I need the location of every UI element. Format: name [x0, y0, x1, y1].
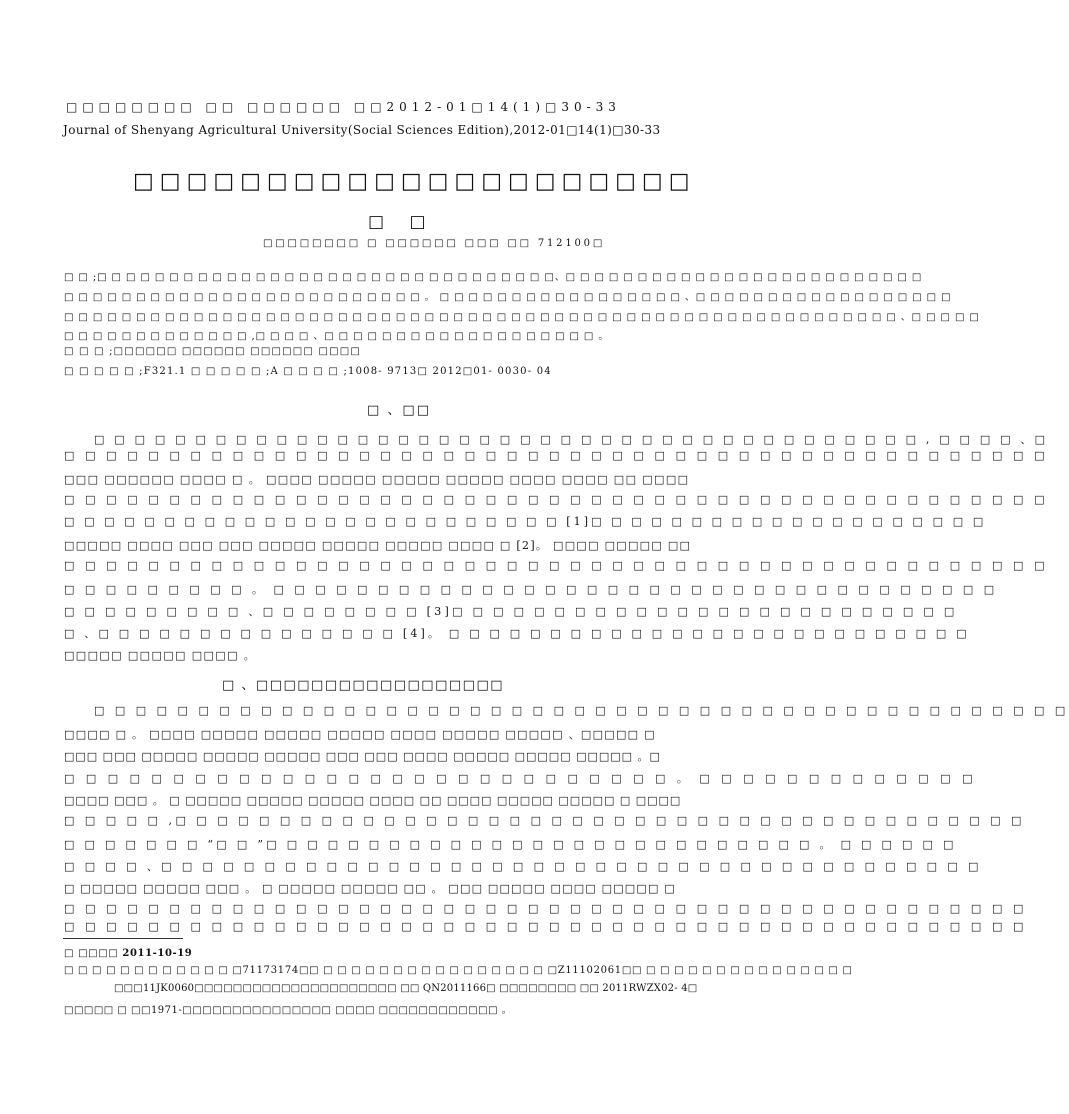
body-line: □ 、□ □ □ □ □ □ □ □ □ □ □ □ □ □ □ [4]。 □ □ □ □ □ □ □ □ □ □ □ □ □ □ □ □ □ □ □ □ □ □ □ □ □ □	[64, 627, 970, 640]
footnote-author-bio: □□□□□ □ □□1971-□□□□□□□□□□□□□□□ □□□□ □□□□□□□□□□□□ 。	[64, 1005, 513, 1016]
body-line: □ □ □ □ □ □ □ □ □ □ □ □ □ □ □ □ □ □ □ □ □ □ □ □ □ □ □ □ □ □ □ □ □ □ □ □ □ □ □ □ □ , □ □ □ □ 、□	[94, 433, 1049, 446]
body-line: □□□□□ □□□□□ □□□□ 。	[64, 649, 257, 662]
section-heading-2: □ 、□□□□□□□□□□□□□□□□□□	[222, 678, 505, 693]
body-line: □ □ □ □ □ □ □ □ □ □ □ □ □ □ □ □ □ □ □ □ □ □ □ □ □ □ □ □ □ □ □ □ □ □ □ □ □ □ □ □ □ □ □ □ □ □ □	[94, 704, 1069, 717]
body-line: □ □ □ □ □ □ □ “□ □ ”□ □ □ □ □ □ □ □ □ □ □ □ □ □ □ □ □ □ □ □ □ □ □ □ □ □ □ 。 □ □ □ □ □ □	[64, 838, 957, 851]
body-line: □ □ □ □ □ □ □ □ □ □ □ □ □ □ □ □ □ □ □ □ □ □ □ □ □ □ □ □ 。 □ □ □ □ □ □ □ □ □ □ □ □ □	[64, 772, 977, 785]
body-line: □□□□ □□□ 。 □ □□□□□ □□□□□ □□□□□ □□□□ □□ □□□□ □□□□□ □□□□□ □ □□□□	[64, 794, 682, 807]
body-line: □ □ □ □ □ □ □ □ □ □ □ □ □ □ □ □ □ □ □ □ □ □ □ □ □ □ □ □ □ □ □ □ □ □ □ □ □ □ □ □ □ □ □ □ □ □	[64, 902, 1028, 915]
body-line: □ □ □ □ □ □ □ □ □ □ □ □ □ □ □ □ □ □ □ □ □ □ □ □ □ □ □ □ □ □ □ □ □ □ □ □ □ □ □ □ □ □ □ □ □ □ □	[64, 449, 1049, 462]
body-line: □□□□□ □□□□ □□□ □□□ □□□□□ □□□□□ □□□□□ □□□□ □ [2]。 □□□□ □□□□□ □□	[64, 539, 692, 552]
body-line: □□□ □□□□□□ □□□□ □ 。 □□□□ □□□□□ □□□□□ □□□□□ □□□□ □□□□ □□ □□□□	[64, 473, 690, 486]
author-affiliation: □□□□□□□□ □ □□□□□□ □□□ □□ 712100□	[263, 238, 606, 249]
classification-line: □ □ □ □ □ ;F321.1 □ □ □ □ □ ;A □ □ □ □ ;1008- 9713□ 2012□01- 0030- 04	[64, 366, 552, 377]
body-line: □ □ □ □ □ □ □ □ □ □ □ □ □ □ □ □ □ □ □ □ □ □ □ □ □ [1]□ □ □ □ □ □ □ □ □ □ □ □ □ □ □ □ □ □ □ □	[64, 515, 987, 528]
journal-line-cn: □□□□□□□□ □□ □□□□□□ □□2012-01□14(1)□30-33	[66, 100, 621, 114]
journal-line-en: Journal of Shenyang Agricultural University(Social Sciences Edition),2012-01□14(1)□30-33	[63, 123, 661, 137]
body-line: □ □ □ □ □ □ □ □ □ □ □ □ □ □ □ □ □ □ □ □ □ □ □ □ □ □ □ □ □ □ □ □ □ □ □ □ □ □ □ □ □ □ □ □ □ □	[64, 920, 1028, 933]
body-line: □ □ □ □ □ □ □ □ □ 、□ □ □ □ □ □ □ □ [3]□ □ □ □ □ □ □ □ □ □ □ □ □ □ □ □ □ □ □ □ □ □ □ □ □	[64, 605, 958, 618]
footnote-divider	[63, 938, 183, 939]
keywords: □ □ □ ;□□□□□□ □□□□□□ □□□□□□ □□□□	[64, 346, 362, 357]
footnote-funding: □ □ □ □ □ □ □ □ □ □ □ □ □71173174□□ □ □ □ □ □ □ □ □ □ □ □ □ □ □ □ □ □Z11102061□□ □ □ □ □ □ □ □ □ □ □ □ □ □ □ □	[64, 965, 853, 976]
body-line: □ □ □ □ □ □ □ □ □ □ □ □ □ □ □ □ □ □ □ □ □ □ □ □ □ □ □ □ □ □ □ □ □ □ □ □ □ □ □ □ □ □ □ □ □ □ □	[64, 493, 1049, 506]
section-heading-introduction: □ 、□□	[367, 403, 431, 418]
abstract-line: □ □ □ □ □ □ □ □ □ □ □ □ □ ,□ □ □ □ 、□ □ □ □ □ □ □ □ □ □ □ □ □ □ □ □ □ □ □ 。	[64, 331, 610, 342]
footnote-received-date: □ □□□□ 2011-10-19	[64, 948, 193, 959]
abstract-line: □ □ □ □ □ □ □ □ □ □ □ □ □ □ □ □ □ □ □ □ □ □ □ □ □ 。 □ □ □ □ □ □ □ □ □ □ □ □ □ □ □ □ □ 、□ □ □ □ □ □ □ □ □ □ □ □ □ □ □ □ □ □	[64, 292, 952, 303]
article-title: □□□□□□□□□□□□□□□□□□□□□	[133, 169, 696, 194]
body-line: □ □ □ □ □ □ □ □ □ □ □ □ □ □ □ □ □ □ □ □ □ □ □ □ □ □ □ □ □ □ □ □ □ □ □ □ □ □ □ □ □ □ □ □ □ □ □	[64, 559, 1049, 572]
footnote-funding-cont: □□□11JK0060□□□□□□□□□□□□□□□□□□□□□ □□ QN2011166□ □□□□□□□□ □□ 2011RWZX02- 4□	[114, 983, 698, 994]
body-line: □ □ □ □ □ ,□ □ □ □ □ □ □ □ □ □ □ □ □ □ □ □ □ □ □ □ □ □ □ □ □ □ □ □ □ □ □ □ □ □ □ □ □ □ □ □ □	[64, 814, 1025, 827]
body-line: □ □ □ □ □ □ □ □ □ 。 □ □ □ □ □ □ □ □ □ □ □ □ □ □ □ □ □ □ □ □ □ □ □ □ □ □ □ □ □ □ □ □ □ □ □	[64, 583, 998, 596]
body-line: □□□□ □ 。 □□□□ □□□□□ □□□□□ □□□□□ □□□□ □□□□□ □□□□□ 、□□□□□ □	[64, 728, 656, 741]
body-line: □ □□□□□ □□□□□ □□□ 。 □ □□□□□ □□□□□ □□ 。 □□□ □□□□□ □□□□ □□□□□ □	[64, 882, 676, 895]
author-name: □ □	[368, 212, 436, 232]
body-line: □□□ □□□ □□□□□ □□□□□ □□□□□ □□□ □□□ □□□□ □□□□□ □□□□□ □□□□□ 。□	[64, 750, 661, 763]
body-line: □ □ □ □ 、□ □ □ □ □ □ □ □ □ □ □ □ □ □ □ □ □ □ □ □ □ □ □ □ □ □ □ □ □ □ □ □ □ □ □ □ □ □ □ □	[64, 860, 982, 873]
abstract-line: □ □ ;□ □ □ □ □ □ □ □ □ □ □ □ □ □ □ □ □ □ □ □ □ □ □ □ □ □ □ □ □ □ □ □、□ □ □ □ □ □ □ □ □ □ □ □ □ □ □ □ □ □ □ □ □ □ □ □ □	[64, 272, 923, 283]
abstract-line: □ □ □ □ □ □ □ □ □ □ □ □ □ □ □ □ □ □ □ □ □ □ □ □ □ □ □ □ □ □ □ □ □ □ □ □ □ □ □ □ □ □ □ □ □ □ □ □ □ □ □ □ □ □ □ □ □ □ 、□ □ □ □ □	[64, 312, 980, 323]
